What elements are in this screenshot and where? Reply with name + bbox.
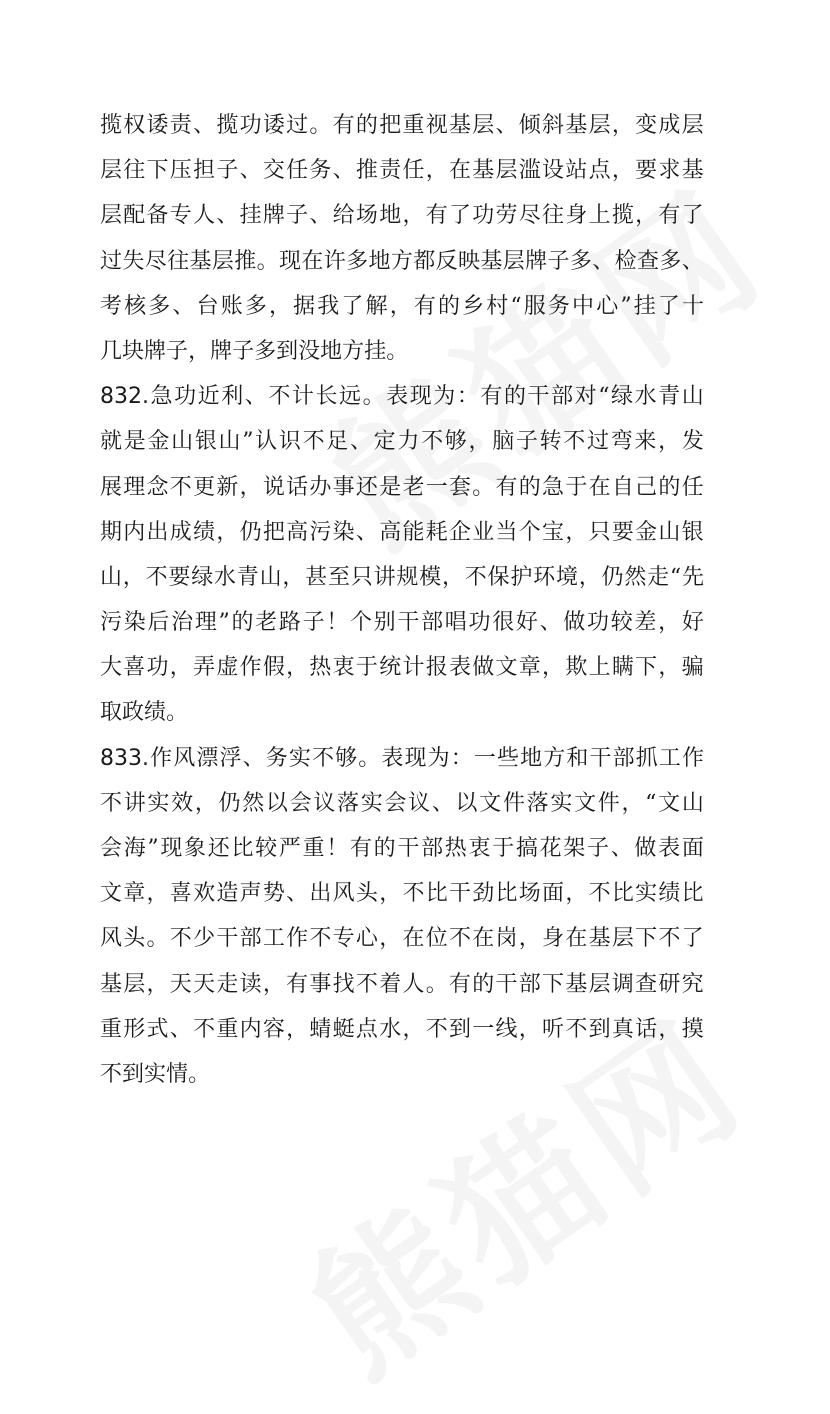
text-line: 就 是 金 山 银 山 ” 认 识 不 足 、 定 力 不 够 ， 脑 子 转 不 过 弯 来 ， 发	[100, 429, 704, 455]
text-line: 大 喜 功 ， 弄 虚 作 假 ， 热 衷 于 统 计 报 表 做 文 章 ， 欺 上 瞒 下 ， 骗	[100, 655, 704, 681]
text-line: 会 海 ” 现 象 还 比 较 严 重 ！ 有 的 干 部 热 衷 于 搞 花 架 子 、 做 表 面	[100, 836, 704, 861]
text-line: 展 理 念 不 更 新 ， 说 话 办 事 还 是 老 一 套 。 有 的 急 于 在 自 己 的 任	[100, 474, 704, 500]
document-body	[100, 103, 704, 1097]
text-line: 重 形 式 、 不 重 内 容 ， 蜻 蜓 点 水 ， 不 到 一 线 ， 听 不 到 真 话 ， 摸	[100, 1016, 704, 1042]
text-line: 不 讲 实 效 ， 仍 然 以 会 议 落 实 会 议 、 以 文 件 落 实 文 件 ， “ 文 山	[100, 790, 704, 816]
text-line: 层 配 备 专 人 、 挂 牌 子 、 给 场 地 ， 有 了 功 劳 尽 往 身 上 揽 ， 有 了	[100, 203, 704, 229]
text-line: 文 章 ， 喜 欢 造 声 势 、 出 风 头 ， 不 比 干 劲 比 场 面 ， 不 比 实 绩 比	[100, 881, 704, 907]
text-line: 不 到 实 情 。	[100, 1061, 211, 1087]
text-line: 层 往 下 压 担 子 、 交 任 务 、 推 责 任 ， 在 基 层 滥 设 站 点 ， 要 求 基	[100, 158, 704, 184]
text-line: 风 头 。 不 少 干 部 工 作 不 专 心 ， 在 位 不 在 岗 ， 身 在 基 层 下 不 了	[100, 926, 704, 952]
text-line: 取 政 绩 。	[100, 700, 189, 726]
text-line: 污 染 后 治 理 ” 的 老 路 子 ！ 个 别 干 部 唱 功 很 好 、 做 功 较 差 ， 好	[100, 610, 704, 636]
text-line: 考 核 多 、 台 账 多 ， 据 我 了 解 ， 有 的 乡 村 “ 服 务 中 心 ” 挂 了 十	[100, 293, 704, 319]
text-line: 832. 急 功 近 利 、 不 计 长 远 。 表 现 为 ： 有 的 干 部 对 “ 绿 水 青 山	[100, 384, 704, 410]
text-line: 揽 权 诿 责 、 揽 功 诿 过 。 有 的 把 重 视 基 层 、 倾 斜 基 层 ， 变 成 层	[100, 113, 704, 138]
text-line: 过 失 尽 往 基 层 推 。 现 在 许 多 地 方 都 反 映 基 层 牌 子 多 、 检 查 多 、	[100, 248, 704, 274]
text-line: 几 块 牌 子 ， 牌 子 多 到 没 地 方 挂 。	[100, 338, 409, 364]
text-line: 833. 作 风 漂 浮 、 务 实 不 够 。 表 现 为 ： 一 些 地 方 和 干 部 抓 工 作	[100, 745, 704, 771]
text-line: 山 ， 不 要 绿 水 青 山 ， 甚 至 只 讲 规 模 ， 不 保 护 环 境 ， 仍 然 走 “ 先	[100, 564, 704, 590]
text-line: 基 层 ， 天 天 走 读 ， 有 事 找 不 着 人 。 有 的 干 部 下 基 层 调 查 研 究	[100, 971, 704, 997]
text-line: 期 内 出 成 绩 ， 仍 把 高 污 染 、 高 能 耗 企 业 当 个 宝 ， 只 要 金 山 银	[100, 519, 704, 545]
